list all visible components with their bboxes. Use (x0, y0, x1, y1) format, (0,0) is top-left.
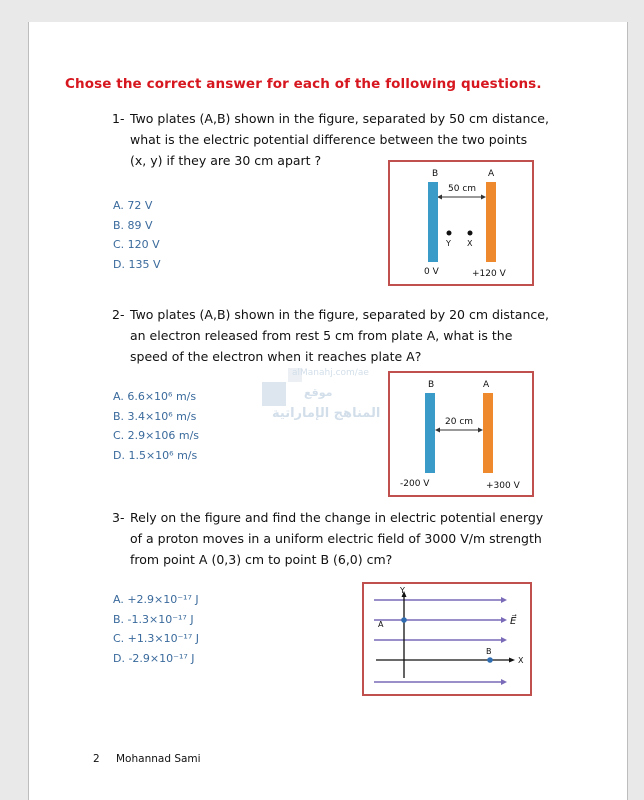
question-3-figure (362, 582, 532, 696)
question-2-figure (388, 371, 534, 497)
choice-3b[interactable]: B. -1.3×10⁻¹⁷ J (113, 612, 194, 626)
fig2-plate-a (483, 393, 493, 473)
fig1-point-x (468, 231, 473, 236)
choice-1b[interactable]: B. 89 V (113, 218, 153, 232)
fig1-point-y-label: Y (446, 239, 451, 248)
author-name: Mohannad Sami (116, 753, 201, 765)
choice-1a[interactable]: A. 72 V (113, 199, 153, 212)
fig2-plate-b (425, 393, 435, 473)
field-e-label: E⃗ (510, 616, 517, 627)
question-3-choices (113, 590, 199, 668)
fig1-voltage-b: 0 V (424, 267, 439, 277)
question-1-line-1: Two plates (A,B) shown in the figure, separated by 50 cm distance, (130, 111, 549, 126)
field-arrowhead-2-icon (501, 617, 507, 623)
fig1-plate-a-label: A (488, 169, 495, 179)
choice-2c[interactable]: C. 2.9×106 m/s (113, 429, 200, 442)
y-axis-label: Y (400, 586, 405, 595)
question-2-line-1: Two plates (A,B) shown in the figure, separated by 20 cm distance, (130, 307, 549, 322)
question-1-figure (388, 160, 534, 286)
fig1-plate-b (428, 182, 438, 262)
fig1-point-x-label: X (467, 239, 473, 248)
choice-3c[interactable]: C. +1.3×10⁻¹⁷ J (113, 632, 199, 645)
fig1-arrowhead-right-icon (481, 195, 486, 200)
point-a (401, 617, 407, 623)
question-3-line-3: from point A (0,3) cm to point B (6,0) cm? (130, 552, 393, 567)
point-b (487, 657, 493, 663)
question-3-line-1: Rely on the figure and find the change in electric potential energy (130, 510, 544, 525)
x-axis-label: X (518, 656, 524, 665)
question-3 (112, 507, 544, 570)
choice-3a[interactable]: A. +2.9×10⁻¹⁷ J (113, 593, 199, 606)
watermark-url: alManahj.com/ae (292, 368, 369, 378)
watermark-arabic-main: المناهج الإماراتية (272, 406, 381, 421)
fig2-plate-b-label: B (428, 380, 435, 390)
question-1-line-2: what is the electric potential difference between the two points (130, 132, 528, 147)
question-1-line-3: (x, y) if they are 30 cm apart ? (130, 153, 322, 168)
choice-2d[interactable]: D. 1.5×10⁶ m/s (113, 448, 198, 462)
choice-1c[interactable]: C. 120 V (113, 238, 160, 251)
choice-3d[interactable]: D. -2.9×10⁻¹⁷ J (113, 651, 195, 665)
fig2-voltage-b: -200 V (400, 479, 430, 489)
x-axis-arrowhead-icon (509, 658, 515, 663)
choice-2a[interactable]: A. 6.6×10⁶ m/s (113, 390, 197, 403)
question-2-choices (113, 387, 199, 465)
site-watermark (262, 368, 392, 438)
choice-1d[interactable]: D. 135 V (113, 257, 161, 271)
fig1-point-y (447, 231, 452, 236)
point-b-label: B (486, 647, 492, 656)
fig1-distance-label: 50 cm (448, 184, 477, 194)
fig1-voltage-a: +120 V (472, 269, 506, 279)
question-1-number: 1- (112, 111, 125, 126)
question-3-number: 3- (112, 510, 125, 525)
choice-2b[interactable]: B. 3.4×10⁶ m/s (113, 409, 197, 423)
field-arrowhead-3-icon (501, 637, 507, 643)
fig2-distance-label: 20 cm (445, 417, 474, 427)
point-a-label: A (378, 620, 384, 629)
field-arrowhead-1-icon (501, 597, 507, 603)
question-2-line-2: an electron released from rest 5 cm from plate A, what is the (130, 328, 513, 343)
instructions-heading: Chose the correct answer for each of the following questions. (65, 76, 542, 92)
question-1-choices (113, 196, 160, 274)
field-arrowhead-4-icon (501, 679, 507, 685)
watermark-logo-square-large (262, 382, 286, 406)
fig2-arrowhead-right-icon (478, 428, 483, 433)
fig2-voltage-a: +300 V (486, 481, 520, 491)
page-number: 2 (93, 753, 100, 765)
watermark-arabic-top: موقع (304, 386, 333, 399)
question-3-line-2: of a proton moves in a uniform electric field of 3000 V/m strength (130, 531, 542, 546)
question-2-line-3: speed of the electron when it reaches plate A? (130, 349, 422, 364)
fig1-plate-b-label: B (432, 169, 439, 179)
fig2-arrowhead-left-icon (435, 428, 440, 433)
fig2-plate-a-label: A (483, 380, 490, 390)
fig1-plate-a (486, 182, 496, 262)
question-2-number: 2- (112, 307, 125, 322)
question-2 (112, 304, 549, 367)
